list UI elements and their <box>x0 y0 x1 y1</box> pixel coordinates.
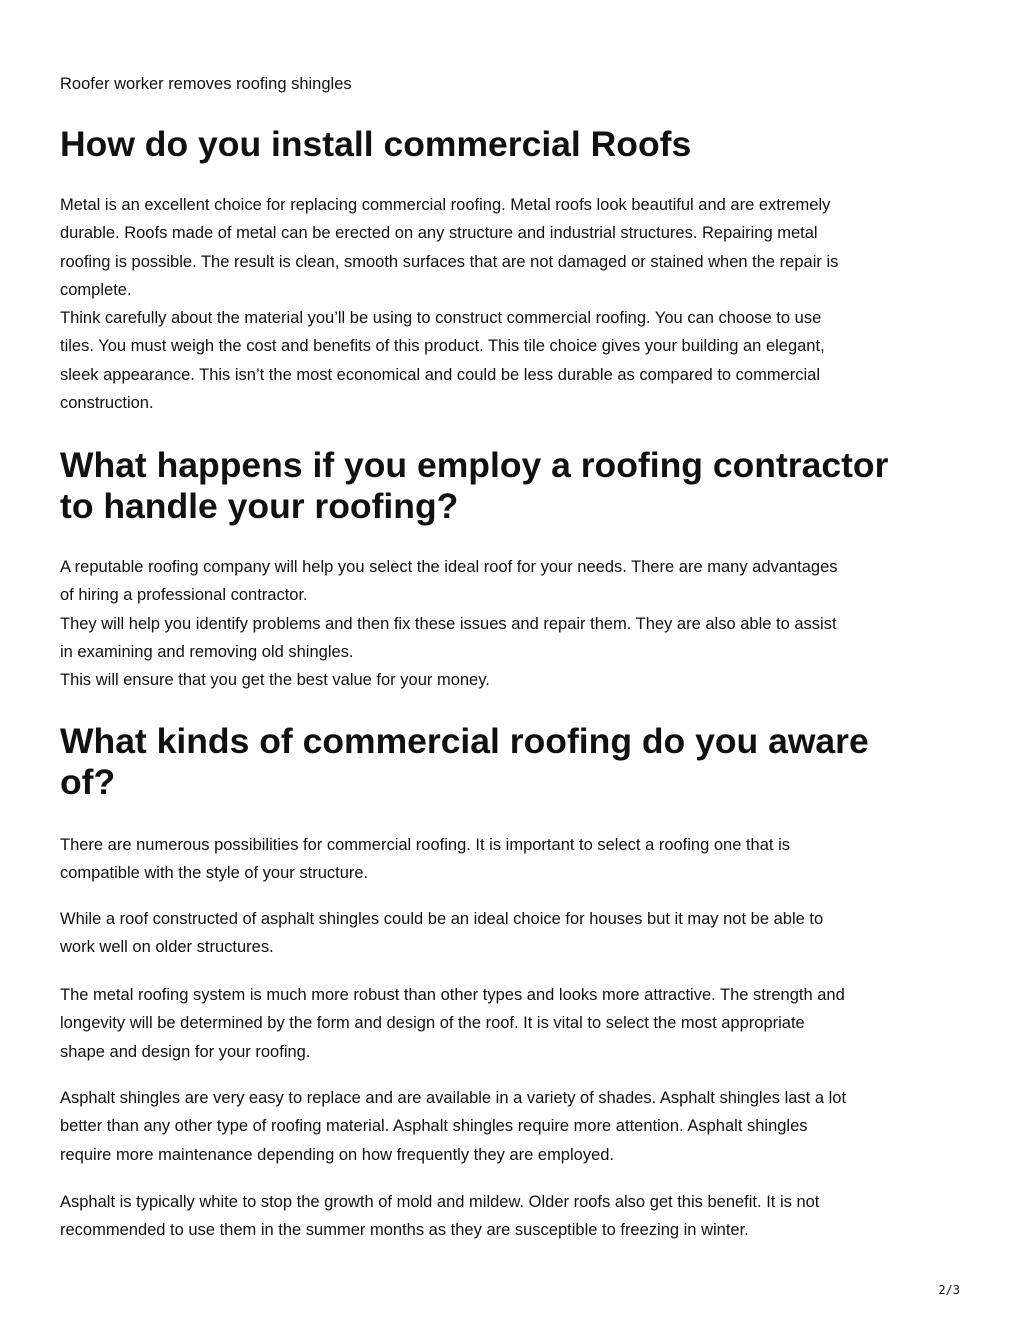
heading-line: What happens if you employ a roofing contractor <box>60 445 889 485</box>
text-line: tiles. You must weigh the cost and benefits of this product. This tile choice gives your building an elegant, <box>60 337 825 356</box>
text-line: Asphalt shingles are very easy to replace and are available in a variety of shades. Asphalt shingles last a lot <box>60 1089 847 1107</box>
paragraph <box>60 1188 965 1245</box>
paragraph <box>60 191 965 417</box>
text-line: The metal roofing system is much more robust than other types and looks more attractive. The strength and <box>60 986 845 1004</box>
text-line: better than any other type of roofing material. Asphalt shingles require more attention. Asphalt shingles <box>60 1117 808 1136</box>
text-line: durable. Roofs made of metal can be erected on any structure and industrial structures. Repairing metal <box>60 224 818 243</box>
text-line: in examining and removing old shingles. <box>60 642 354 661</box>
heading-line: of? <box>60 762 116 802</box>
text-line: require more maintenance depending on how frequently they are employed. <box>60 1145 615 1164</box>
paragraph <box>60 831 965 888</box>
image-caption: Roofer worker removes roofing shingles <box>60 75 352 93</box>
heading-install-commercial-roofs: How do you install commercial Roofs <box>60 124 692 164</box>
heading-roofing-contractor <box>60 445 965 527</box>
text-line: This will ensure that you get the best value for your money. <box>60 671 490 690</box>
heading-kinds-commercial-roofing <box>60 721 965 803</box>
paragraph <box>60 1084 965 1169</box>
text-line: A reputable roofing company will help you select the ideal roof for your needs. There are many advantages <box>60 558 838 576</box>
text-line: complete. <box>60 280 132 299</box>
paragraph <box>60 905 965 962</box>
text-line: Think carefully about the material you’ll be using to construct commercial roofing. You can choose to use <box>60 309 822 328</box>
text-line: There are numerous possibilities for commercial roofing. It is important to select a roofing one that is <box>60 836 790 854</box>
heading-line: to handle your roofing? <box>60 486 459 526</box>
text-line: of hiring a professional contractor. <box>60 586 308 605</box>
text-line: recommended to use them in the summer months as they are susceptible to freezing in winter. <box>60 1221 749 1240</box>
text-line: Metal is an excellent choice for replacing commercial roofing. Metal roofs look beautiful and are extremely <box>60 196 831 214</box>
heading-line: What kinds of commercial roofing do you aware <box>60 721 869 761</box>
text-line: work well on older structures. <box>60 938 274 957</box>
paragraph <box>60 553 965 694</box>
text-line: roofing is possible. The result is clean, smooth surfaces that are not damaged or stained when the repair is <box>60 252 839 271</box>
text-line: longevity will be determined by the form and design of the roof. It is vital to select the most appropriate <box>60 1014 805 1033</box>
page-number: 2/3 <box>938 1283 960 1297</box>
text-line: shape and design for your roofing. <box>60 1042 311 1061</box>
text-line: While a roof constructed of asphalt shingles could be an ideal choice for houses but it may not be able to <box>60 910 824 928</box>
text-line: construction. <box>60 394 154 413</box>
paragraph <box>60 981 965 1066</box>
text-line: sleek appearance. This isn’t the most economical and could be less durable as compared to commercial <box>60 365 821 384</box>
text-line: Asphalt is typically white to stop the growth of mold and mildew. Older roofs also get this benefit. It is not <box>60 1193 820 1211</box>
text-line: compatible with the style of your structure. <box>60 864 369 883</box>
text-line: They will help you identify problems and then fix these issues and repair them. They are also able to assist <box>60 614 837 633</box>
